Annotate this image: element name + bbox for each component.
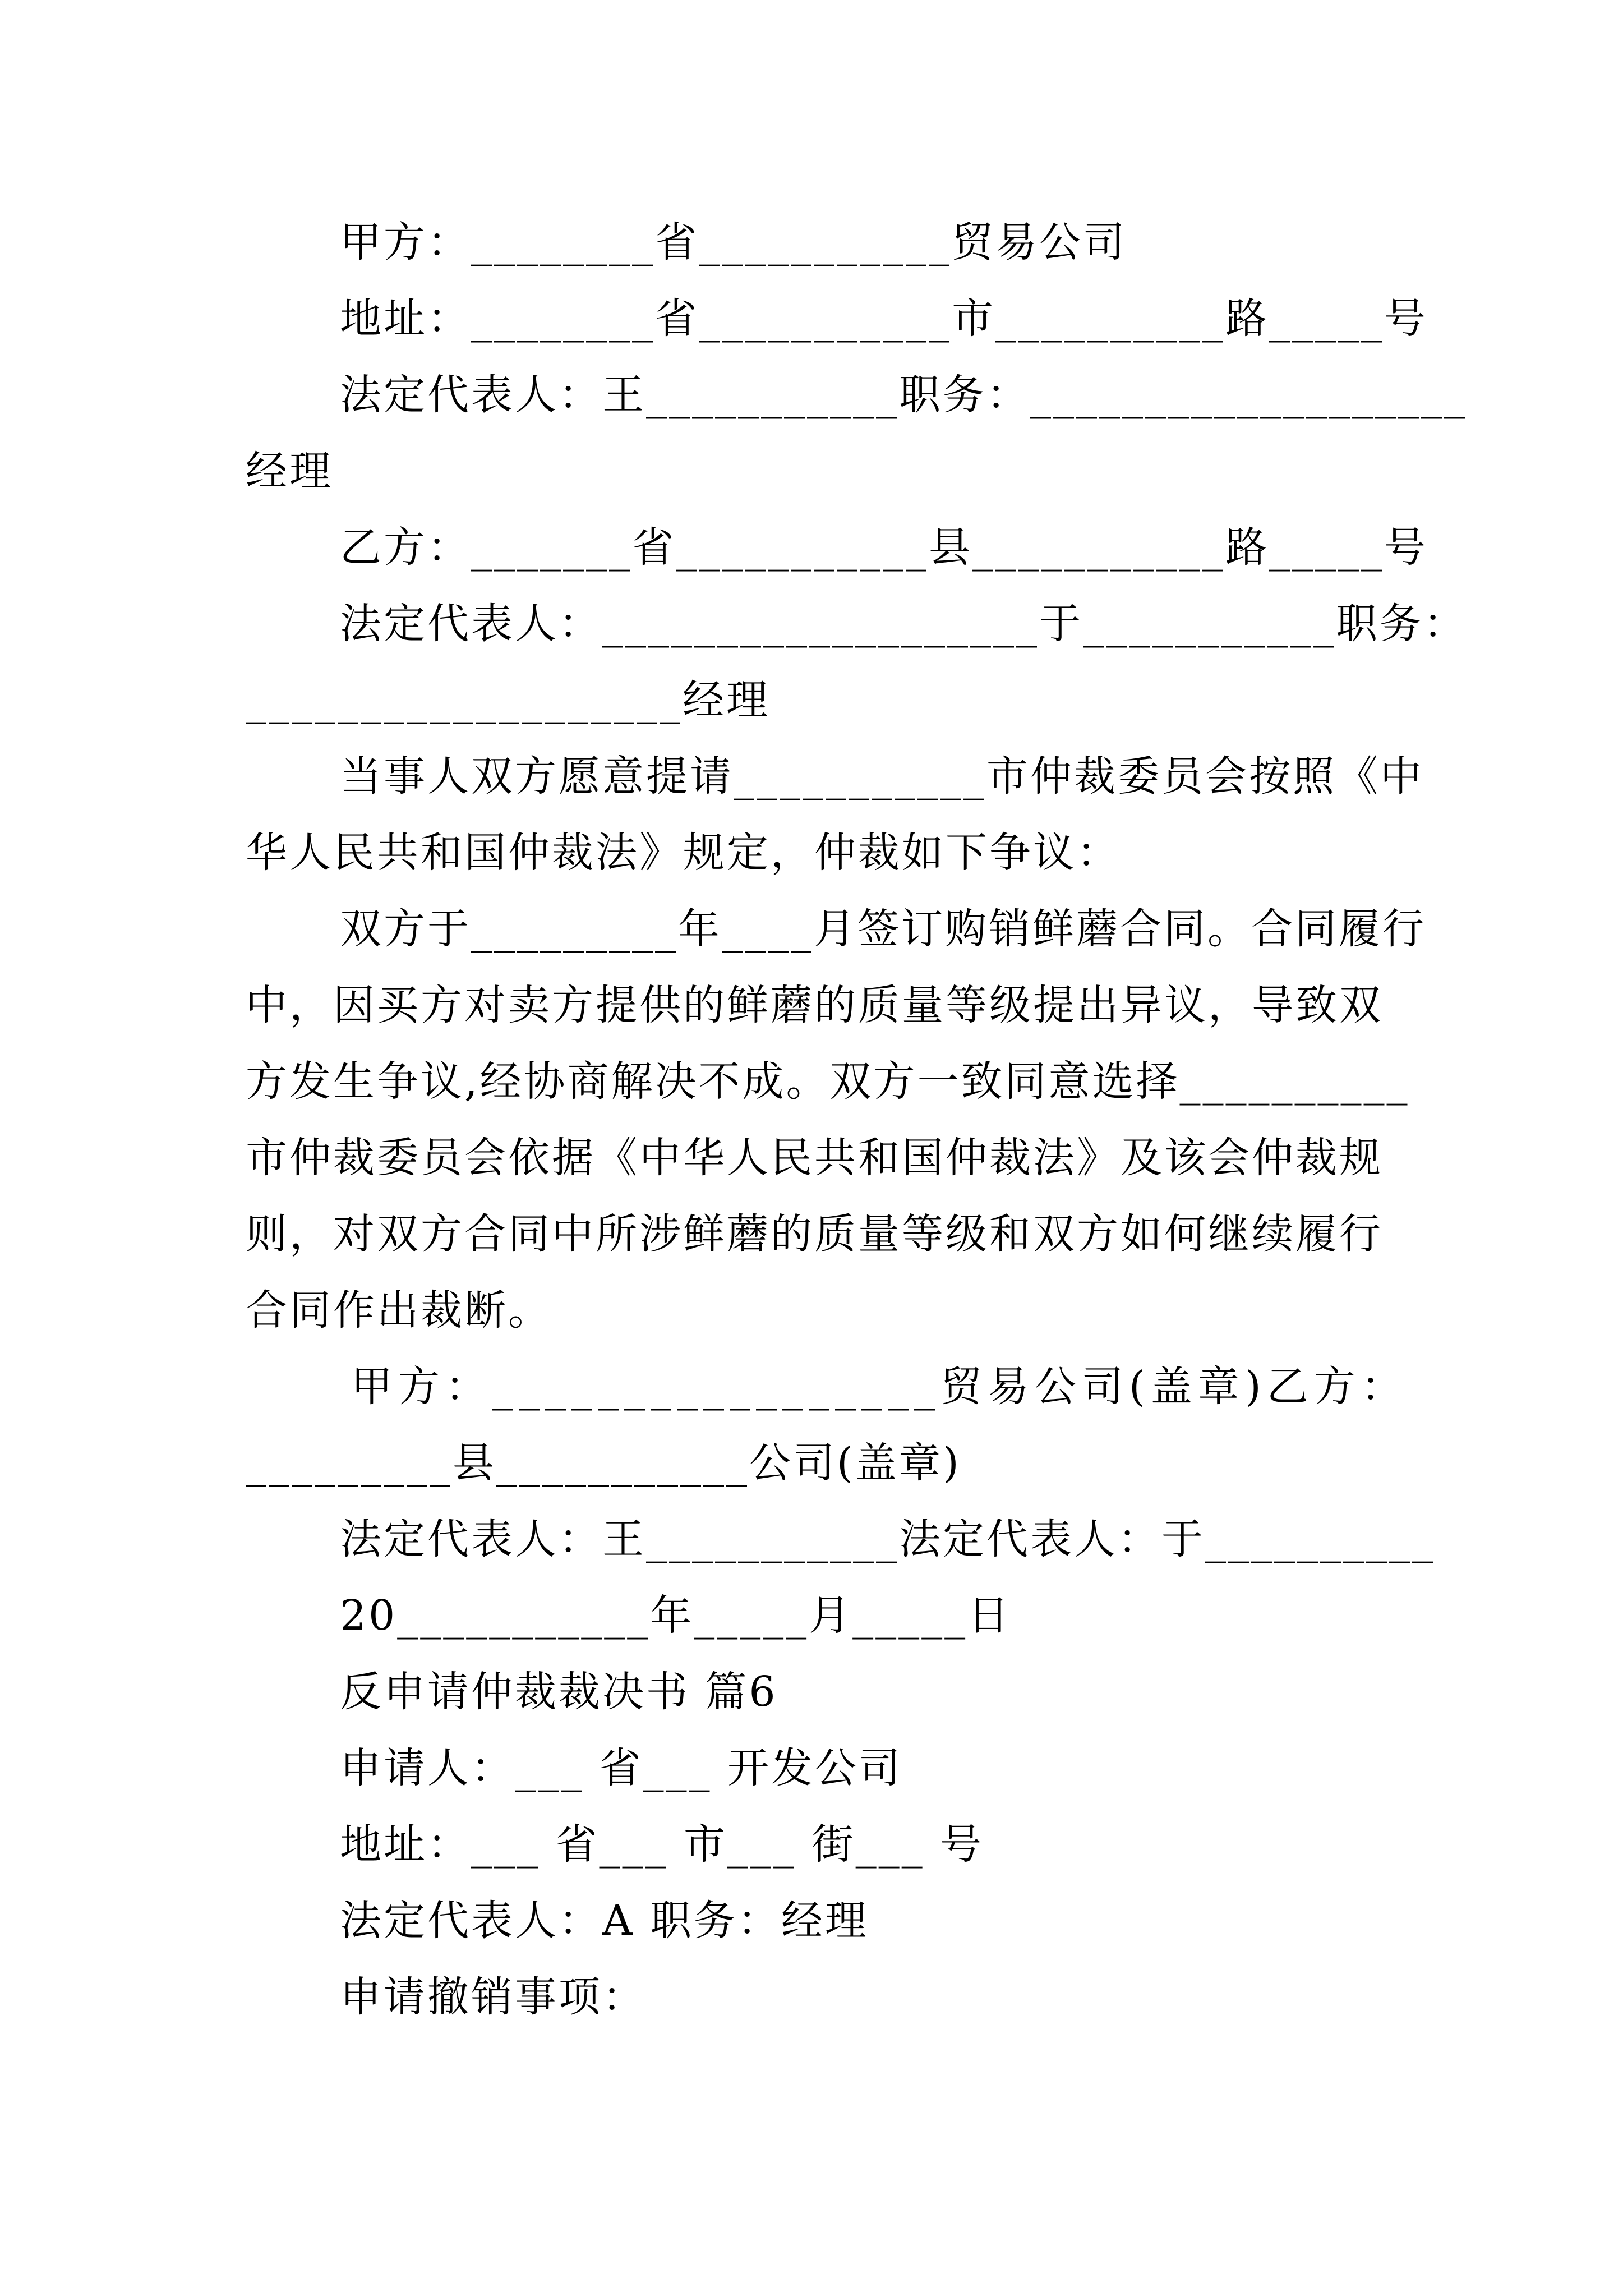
signature-party-b-line: _________县___________公司(盖章) bbox=[246, 1439, 961, 1487]
party-a-address-line: 地址：________省___________市__________路_____号 bbox=[340, 295, 1428, 343]
party-a-title-continuation: 经理 bbox=[246, 447, 333, 495]
applicant-line: 申请人：___ 省___ 开发公司 bbox=[340, 1744, 903, 1792]
revocation-items-heading: 申请撤销事项： bbox=[340, 1973, 646, 2021]
party-a-representative-line: 法定代表人：王___________职务：___________________ bbox=[340, 371, 1467, 419]
dispute-paragraph-line-4: 市仲裁委员会依据《中华人民共和国仲裁法》及该会仲裁规 bbox=[246, 1134, 1383, 1182]
signature-party-a-line: 甲方：_________________贸易公司(盖章)乙方： bbox=[351, 1363, 1408, 1411]
party-a-line: 甲方：________省___________贸易公司 bbox=[340, 218, 1127, 266]
arbitration-request-paragraph-line-1: 当事人双方愿意提请___________市仲裁委员会按照《中 bbox=[340, 752, 1424, 800]
signature-representatives-line: 法定代表人：王___________法定代表人：于__________ bbox=[340, 1515, 1435, 1563]
dispute-paragraph-line-2: 中，因买方对卖方提供的鲜蘑的质量等级提出异议，导致双 bbox=[246, 981, 1383, 1029]
dispute-paragraph-line-5: 则，对双方合同中所涉鲜蘑的质量等级和双方如何继续履行 bbox=[246, 1210, 1383, 1258]
signature-date-line: 20___________年_____月_____日 bbox=[340, 1591, 1012, 1640]
dispute-paragraph-line-6: 合同作出裁断。 bbox=[246, 1286, 552, 1335]
applicant-address-line: 地址：___ 省___ 市___ 街___ 号 bbox=[340, 1820, 984, 1869]
party-b-title-continuation: ___________________经理 bbox=[246, 676, 770, 724]
section-heading: 反申请仲裁裁决书 篇6 bbox=[340, 1668, 778, 1716]
arbitration-request-paragraph-line-2: 华人民共和国仲裁法》规定，仲裁如下争议： bbox=[246, 829, 1121, 877]
dispute-paragraph-line-1: 双方于_________年____月签订购销鲜蘑合同。合同履行 bbox=[340, 905, 1426, 953]
party-b-representative-line: 法定代表人：___________________于___________职务： bbox=[340, 600, 1467, 648]
party-b-line: 乙方：_______省___________县___________路_____号 bbox=[340, 523, 1428, 572]
dispute-paragraph-line-3: 方发生争议,经协商解决不成。双方一致同意选择__________ bbox=[246, 1057, 1410, 1106]
applicant-representative-line: 法定代表人：A 职务：经理 bbox=[340, 1897, 869, 1945]
